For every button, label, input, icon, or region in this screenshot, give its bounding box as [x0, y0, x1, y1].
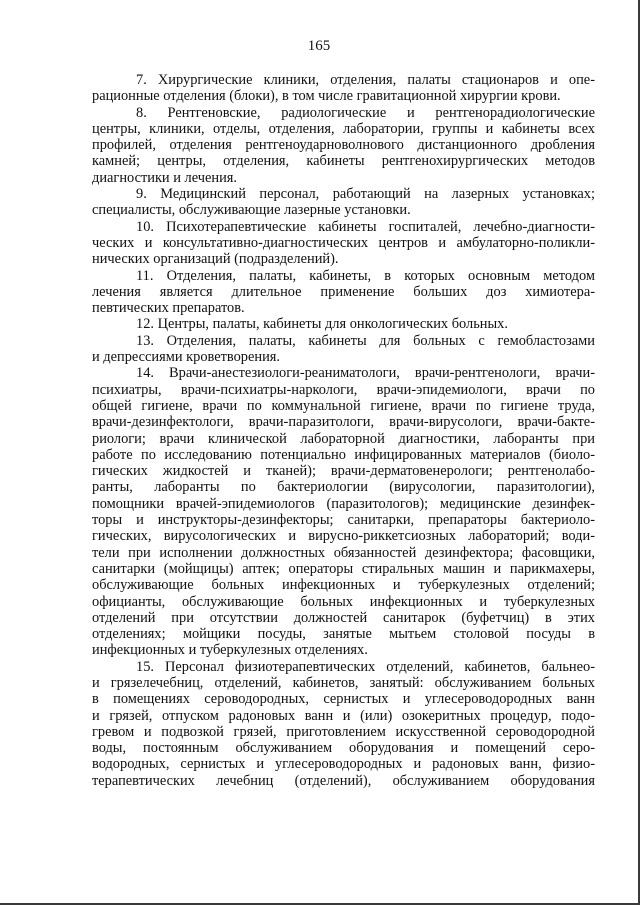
text-line: ческих и консультативно-диагностических центров и амбулаторно-поликли- — [92, 234, 595, 251]
text-line: работе по исследованию потенциально инфицированных материалов (биоло- — [92, 446, 595, 463]
text-line: 9. Медицинский персонал, работающий на лазерных установках; — [136, 186, 595, 203]
text-line: и депрессиями кроветворения. — [92, 349, 281, 366]
text-line: рационные отделения (блоки), в том числе гравитационной хирургии крови. — [92, 88, 561, 105]
text-line: воды, постоянным обслуживанием оборудования и помещений серо- — [92, 740, 595, 757]
text-line: специалисты, обслуживающие лазерные установки. — [92, 202, 411, 219]
text-line: 8. Рентгеновские, радиологические и рентгенорадиологические — [136, 104, 595, 121]
text-line: 14. Врачи-анестезиологи-реаниматологи, врачи-рентгенологи, врачи- — [136, 365, 595, 382]
text-line: гических жидкостей и тканей); врачи-дерматовенерологи; рентгенолабо- — [92, 463, 595, 480]
text-line: диагностики и лечения. — [92, 169, 237, 186]
text-line: 7. Хирургические клиники, отделения, палаты стационаров и опе- — [136, 72, 595, 88]
text-line: певтических препаратов. — [92, 300, 245, 317]
paragraph — [92, 268, 595, 317]
text-line: 15. Персонал физиотерапевтических отделений, кабинетов, бальнео- — [136, 658, 595, 675]
paragraph — [92, 186, 595, 219]
text-line: водородных, сернистых и углесероводородных и радоновых ванн, физио- — [92, 756, 595, 773]
text-line: общей гигиене, врачи по коммунальной гигиене, врачи по гигиене труда, — [92, 397, 595, 414]
text-line: и грязей, отпуском радоновых ванн и (или) озокеритных процедур, подо- — [92, 707, 595, 724]
text-line: центры, клиники, отделы, отделения, лаборатории, группы и кабинеты всех — [92, 120, 595, 137]
paragraph — [92, 365, 595, 658]
paragraph — [92, 659, 595, 789]
document-body — [92, 72, 595, 789]
paragraph — [92, 72, 595, 105]
text-line: лечения является длительное применение больших доз химиотера- — [92, 283, 595, 300]
text-line: отделений при отсутствии должностей санитарок (буфетчиц) в этих — [92, 609, 595, 626]
text-line: обслуживающие больных инфекционных и туберкулезных отделений; — [92, 577, 595, 594]
text-line: врачи-дезинфектологи, врачи-паразитологи, врачи-вирусологи, врачи-бакте- — [92, 414, 595, 431]
text-line: санитарки (мойщицы) аптек; операторы стиральных машин и парикмахеры, — [92, 560, 595, 577]
text-line: камней; центры, отделения, кабинеты рентгенохирургических методов — [92, 153, 595, 170]
text-line: и грязелечебниц, отделений, кабинетов, занятый: обслуживанием больных — [92, 674, 595, 691]
text-line: помощники врачей-эпидемиологов (паразитологов); медицинские дезинфек- — [92, 495, 595, 512]
paragraph — [92, 105, 595, 186]
text-line: тели при исполнении должностных обязанностей дезинфектора; фасовщики, — [92, 544, 595, 561]
text-line: гревом и подвозкой грязей, приготовлением искусственной сероводородной — [92, 723, 595, 740]
text-line: гических, вирусологических и вирусно-риккетсиозных лабораторий; води- — [92, 528, 595, 545]
paragraph — [92, 219, 595, 268]
text-line: инфекционных и туберкулезных отделениях. — [92, 642, 368, 659]
text-line: нических организаций (подразделений). — [92, 251, 339, 268]
text-line: 10. Психотерапевтические кабинеты госпиталей, лечебно-диагности- — [136, 218, 595, 235]
text-line: терапевтических лечебниц (отделений), обслуживанием оборудования — [92, 772, 595, 789]
paragraph — [92, 316, 595, 332]
text-line: профилей, отделения рентгеноударноволнового дистанционного дробления — [92, 137, 595, 154]
text-line: 12. Центры, палаты, кабинеты для онкологических больных. — [136, 316, 508, 333]
page-number: 165 — [307, 38, 331, 54]
text-line: официанты, обслуживающие больных инфекционных и туберкулезных — [92, 593, 595, 610]
text-line: отделениях; мойщики посуды, занятые мытьем столовой посуды в — [92, 626, 595, 643]
text-line: риологи; врачи клинической лабораторной диагностики, лаборанты при — [92, 430, 595, 447]
text-line: психиатры, врачи-психиатры-наркологи, врачи-эпидемиологи, врачи по — [92, 381, 595, 398]
text-line: торы и инструкторы-дезинфекторы; санитарки, препараторы бактериоло- — [92, 512, 595, 529]
text-line: 11. Отделения, палаты, кабинеты, в которых основным методом — [136, 267, 595, 284]
paragraph — [92, 333, 595, 366]
text-line: ранты, лаборанты по бактериологии (вирусологии, паразитологии), — [92, 479, 595, 496]
text-line: в помещениях сероводородных, сернистых и углесероводородных ванн — [92, 691, 595, 708]
text-line: 13. Отделения, палаты, кабинеты для больных с гемобластозами — [136, 332, 595, 349]
